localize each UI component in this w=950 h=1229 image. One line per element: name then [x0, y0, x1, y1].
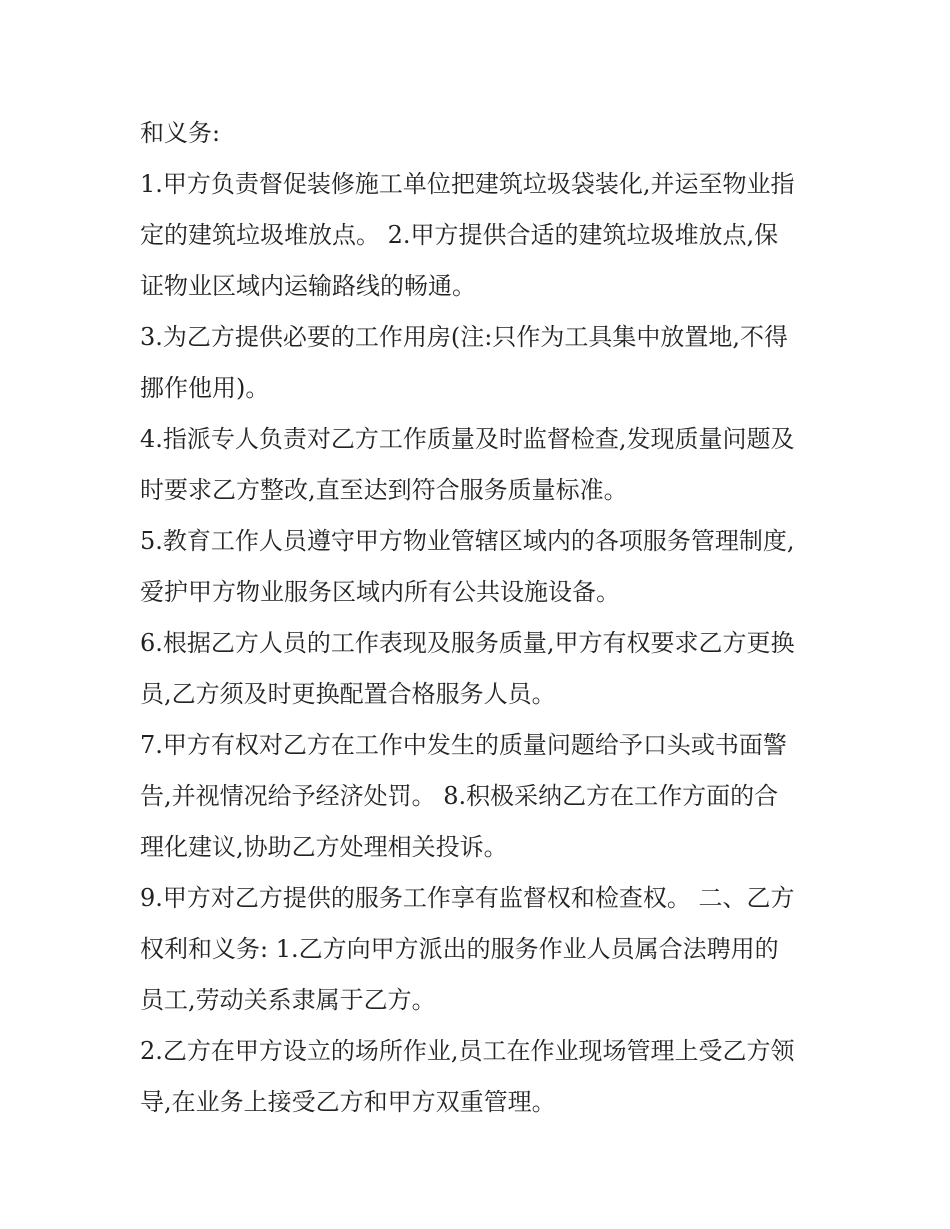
text-line: 和义务:	[140, 119, 221, 147]
text-line: 1.甲方负责督促装修施工单位把建筑垃圾袋装化,并运至物业指	[140, 170, 795, 198]
text-line: 时要求乙方整改,直至达到符合服务质量标准。	[140, 476, 628, 504]
document-body	[140, 108, 812, 1128]
text-line: 5.教育工作人员遵守甲方物业管辖区域内的各项服务管理制度,	[140, 527, 795, 555]
text-line: 告,并视情况给予经济处罚。 8.积极采纳乙方在工作方面的合	[140, 782, 779, 810]
text-line: 理化建议,协助乙方处理相关投诉。	[140, 833, 508, 861]
text-line: 爱护甲方物业服务区域内所有公共设施设备。	[140, 578, 620, 606]
text-line: 权利和义务: 1.乙方向甲方派出的服务作业人员属合法聘用的	[140, 935, 779, 963]
text-line: 导,在业务上接受乙方和甲方双重管理。	[140, 1088, 556, 1116]
text-line: 员工,劳动关系隶属于乙方。	[140, 986, 436, 1014]
text-line: 员,乙方须及时更换配置合格服务人员。	[140, 680, 556, 708]
text-line: 2.乙方在甲方设立的场所作业,员工在作业现场管理上受乙方领	[140, 1037, 795, 1065]
text-line: 4.指派专人负责对乙方工作质量及时监督检查,发现质量问题及	[140, 425, 795, 453]
text-line: 9.甲方对乙方提供的服务工作享有监督权和检查权。 二、乙方	[140, 884, 795, 912]
text-line: 7.甲方有权对乙方在工作中发生的质量问题给予口头或书面警	[140, 731, 787, 759]
text-line: 3.为乙方提供必要的工作用房(注:只作为工具集中放置地,不得	[140, 323, 788, 351]
text-line: 证物业区域内运输路线的畅通。	[140, 272, 476, 300]
text-line: 挪作他用)。	[140, 374, 270, 402]
text-line: 6.根据乙方人员的工作表现及服务质量,甲方有权要求乙方更换	[140, 629, 795, 657]
text-line: 定的建筑垃圾堆放点。 2.甲方提供合适的建筑垃圾堆放点,保	[140, 221, 779, 249]
